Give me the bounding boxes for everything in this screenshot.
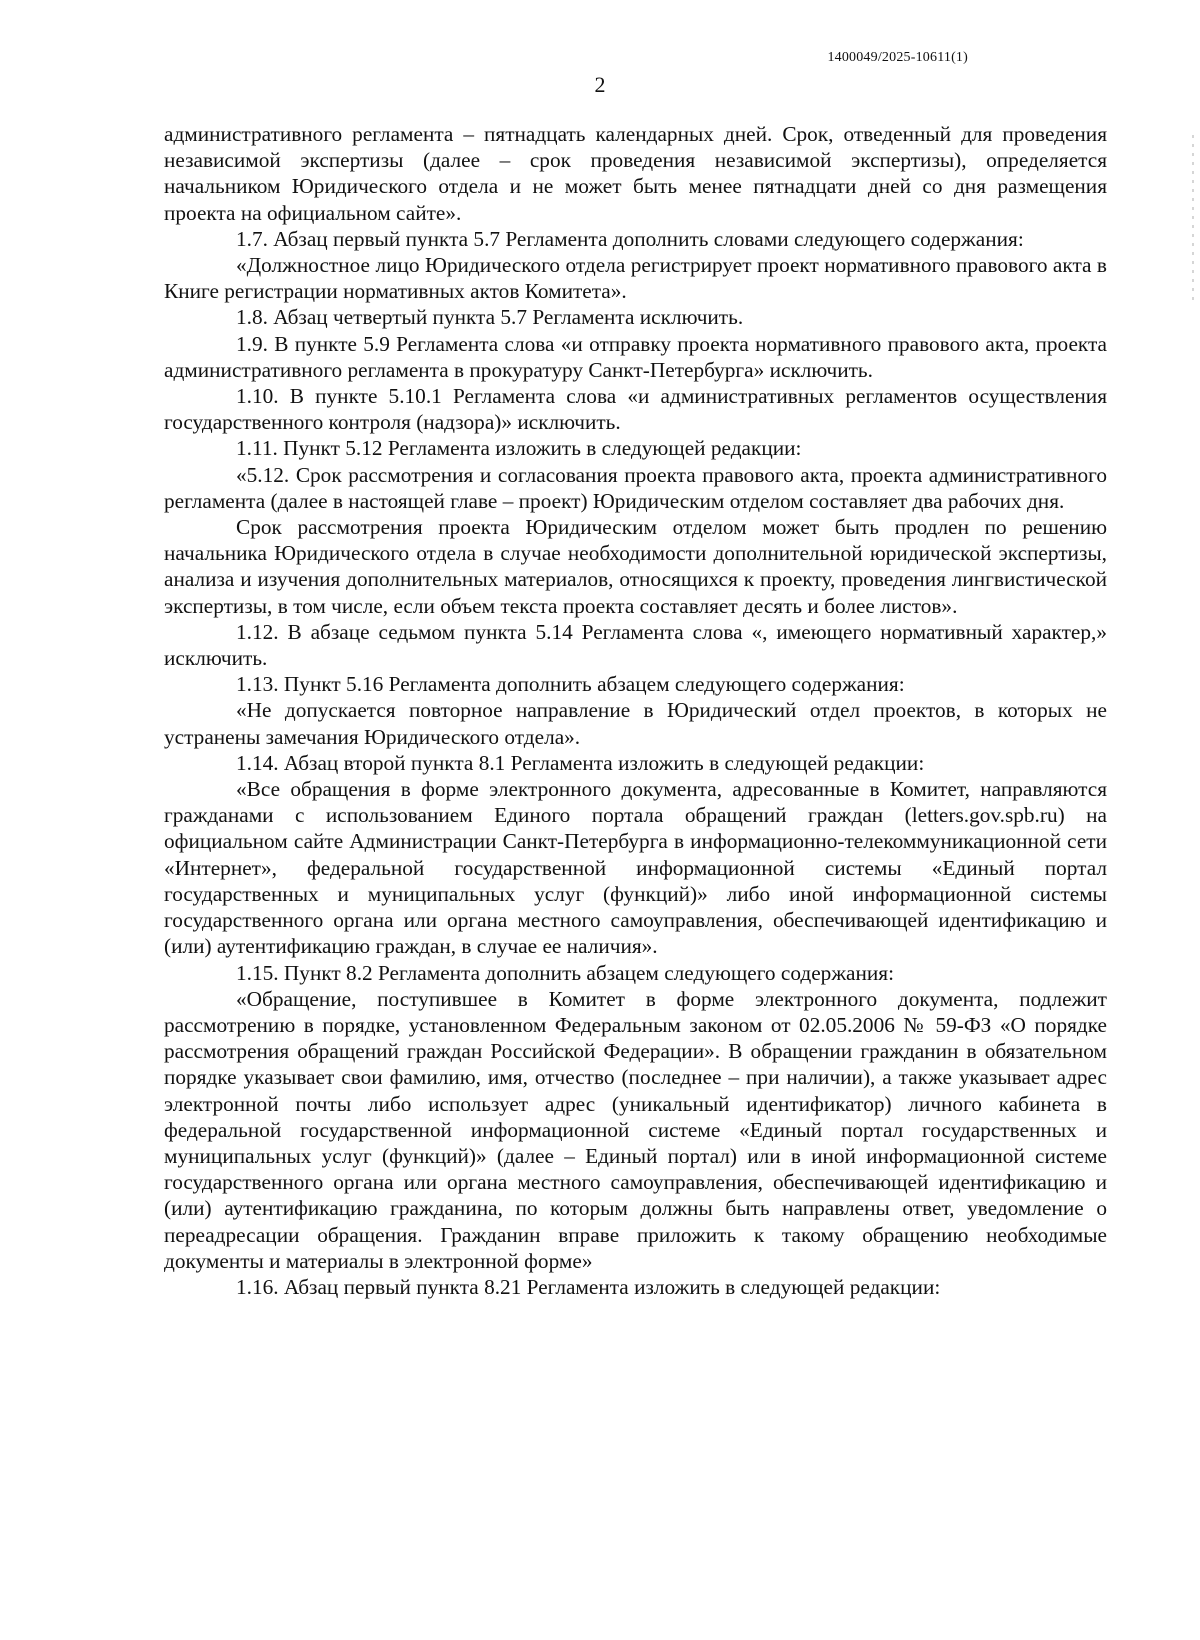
page-number: 2 — [594, 72, 606, 97]
paragraph: 1.13. Пункт 5.16 Регламента дополнить абзацем следующего содержания: — [236, 672, 905, 697]
document-registration-number: 1400049/2025-10611(1) — [827, 50, 968, 65]
paragraph: «Не допускается повторное направление в Юридический отдел проектов, в которых не устранены замечания Юридического отдела». — [164, 698, 1107, 749]
paragraph: «5.12. Срок рассмотрения и согласования проекта правового акта, проекта административного регламента (далее в настоящей главе – проект) Юридическим отделом составляет два рабочих дня. — [164, 462, 1107, 513]
paragraph: административного регламента – пятнадцать календарных дней. Срок, отведенный для проведения независимой экспертизы (далее – срок проведения независимой экспертизы), определяется начальником Юридического отдела и не может быть менее пятнадцати дней со дня размещения проекта на официальном сайте». — [164, 122, 1107, 225]
document-body — [164, 121, 1107, 1300]
paragraph: Срок рассмотрения проекта Юридическим отделом может быть продлен по решению начальника Юридического отдела в случае необходимости дополнительной юридической экспертизы, анализа и изучения дополнительных материалов, относящихся к проекту, проведения лингвистической экспертизы, в том числе, если объем текста проекта составляет десять и более листов». — [164, 515, 1107, 618]
paragraph: 1.7. Абзац первый пункта 5.7 Регламента дополнить словами следующего содержания: — [236, 226, 1024, 251]
paragraph: 1.15. Пункт 8.2 Регламента дополнить абзацем следующего содержания: — [236, 960, 894, 985]
paragraph: «Должностное лицо Юридического отдела регистрирует проект нормативного правового акта в Книге регистрации нормативных актов Комитета». — [164, 253, 1107, 304]
paragraph: 1.9. В пункте 5.9 Регламента слова «и отправку проекта нормативного правового акта, проекта административного регламента в прокуратуру Санкт-Петербурга» исключить. — [164, 331, 1107, 382]
paragraph: 1.12. В абзаце седьмом пункта 5.14 Регламента слова «, имеющего нормативный характер,» исключить. — [164, 619, 1107, 671]
scan-edge-mark — [1192, 135, 1194, 305]
paragraph: 1.10. В пункте 5.10.1 Регламента слова «и административных регламентов осуществления государственного контроля (надзора)» исключить. — [164, 384, 1107, 435]
paragraph: 1.16. Абзац первый пункта 8.21 Регламента изложить в следующей редакции: — [236, 1274, 941, 1299]
paragraph: «Все обращения в форме электронного документа, адресованные в Комитет, направляются гражданами с использованием Единого портала обращений граждан (letters.gov.spb.ru) на официальном сайте Администрации Санкт-Петербурга в информационно-телекоммуникационной сети «Интернет», федеральной государственной информационной системы «Единый портал государственных и муниципальных услуг (функций)» либо иной информационной системы государственного органа или органа местного самоуправления, обеспечивающей идентификацию и (или) аутентификацию граждан, в случае ее наличия». — [164, 777, 1107, 959]
paragraph: 1.14. Абзац второй пункта 8.1 Регламента изложить в следующей редакции: — [236, 750, 925, 775]
paragraph: 1.11. Пункт 5.12 Регламента изложить в следующей редакции: — [236, 436, 802, 461]
paragraph: «Обращение, поступившее в Комитет в форме электронного документа, подлежит рассмотрению в порядке, установленном Федеральным законом от 02.05.2006 № 59-ФЗ «О порядке рассмотрения обращений граждан Российской Федерации». В обращении гражданин в обязательном порядке указывает свои фамилию, имя, отчество (последнее – при наличии), а также указывает адрес электронной почты либо использует адрес (уникальный идентификатор) личного кабинета в федеральной государственной информационной системе «Единый портал государственных и муниципальных услуг (функций)» (далее – Единый портал) или в иной информационной системе государственного органа или органа местного самоуправления, обеспечивающей идентификацию и (или) аутентификацию гражданина, по которым должны быть направлены ответ, уведомление о переадресации обращения. Гражданин вправе приложить к такому обращению необходимые документы и материалы в электронной форме» — [164, 986, 1107, 1273]
paragraph: 1.8. Абзац четвертый пункта 5.7 Регламента исключить. — [236, 305, 744, 330]
